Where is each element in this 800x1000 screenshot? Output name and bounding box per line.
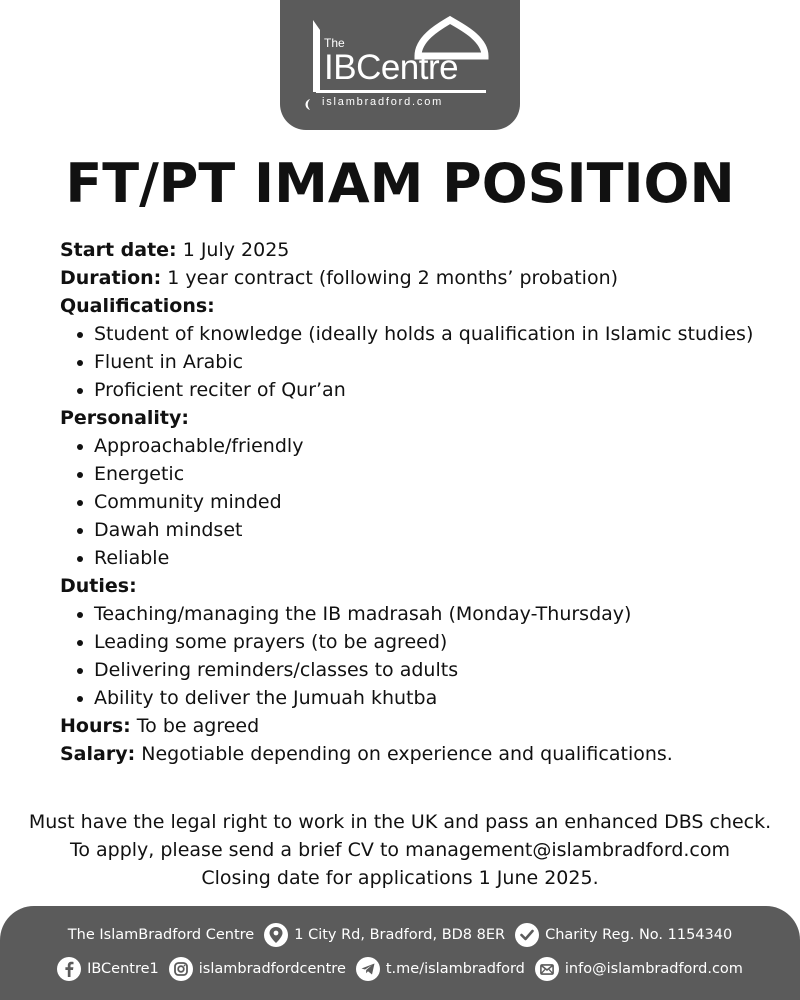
duration-row	[60, 264, 780, 292]
list-item: Dawah mindset	[60, 516, 780, 544]
mail-icon	[535, 957, 559, 981]
address-text: 1 City Rd, Bradford, BD8 8ER	[294, 927, 506, 943]
start-date-row	[60, 236, 780, 264]
instagram-icon	[169, 957, 193, 981]
personality-heading: Personality:	[60, 407, 189, 429]
duties-list	[60, 600, 780, 712]
right-to-work-note: Must have the legal right to work in the UK and pass an enhanced DBS check.	[28, 811, 772, 833]
duration-label: Duration:	[60, 267, 162, 289]
logo-url-text: islambradford.com	[322, 96, 444, 108]
personality-list	[60, 432, 780, 572]
list-item: Teaching/managing the IB madrasah (Monday-Thursday)	[60, 600, 780, 628]
duties-heading: Duties:	[60, 575, 137, 597]
list-item: Leading some prayers (to be agreed)	[60, 628, 780, 656]
salary-row	[60, 740, 780, 768]
org-name: The IslamBradford Centre	[67, 927, 255, 943]
closing-date-note: Closing date for applications 1 June 2025.	[201, 867, 599, 889]
facebook-link[interactable]	[57, 957, 159, 981]
list-item: Ability to deliver the Jumuah khutba	[60, 684, 780, 712]
charity-item	[515, 923, 732, 947]
list-item: Proficient reciter of Qur’an	[60, 376, 780, 404]
contact-footer	[0, 906, 800, 1000]
email-address: info@islambradford.com	[564, 961, 743, 977]
list-item: Delivering reminders/classes to adults	[60, 656, 780, 684]
instagram-handle: islambradfordcentre	[198, 961, 346, 977]
salary-value: Negotiable depending on experience and qualifications.	[135, 743, 673, 765]
list-item: Community minded	[60, 488, 780, 516]
footer-row-bottom	[0, 957, 800, 981]
qualifications-heading: Qualifications:	[60, 295, 215, 317]
hours-value: To be agreed	[130, 715, 260, 737]
facebook-handle: IBCentre1	[87, 961, 159, 977]
address-item	[264, 923, 505, 947]
application-notes	[0, 808, 800, 892]
position-details	[60, 236, 780, 768]
hours-row	[60, 712, 780, 740]
list-item: Fluent in Arabic	[60, 348, 780, 376]
start-date-value: 1 July 2025	[176, 239, 290, 261]
charity-text: Charity Reg. No. 1154340	[545, 927, 733, 943]
logo-small-text: The	[324, 36, 345, 50]
instagram-link[interactable]	[169, 957, 346, 981]
email-link[interactable]	[535, 957, 743, 981]
telegram-icon	[356, 957, 380, 981]
duration-value: 1 year contract (following 2 months’ probation)	[161, 267, 619, 289]
list-item: Reliable	[60, 544, 780, 572]
page-title: FT/PT IMAM POSITION	[65, 152, 735, 215]
hours-label: Hours:	[60, 715, 131, 737]
list-item: Approachable/friendly	[60, 432, 780, 460]
start-date-label: Start date:	[60, 239, 177, 261]
salary-label: Salary:	[60, 743, 136, 765]
facebook-icon	[57, 957, 81, 981]
logo-banner	[280, 0, 520, 130]
location-pin-icon	[264, 923, 288, 947]
qualifications-list	[60, 320, 780, 404]
footer-row-top	[0, 923, 800, 947]
telegram-handle: t.me/islambradford	[385, 961, 525, 977]
list-item: Student of knowledge (ideally holds a qualification in Islamic studies)	[60, 320, 780, 348]
logo-main-text: IBCentre	[324, 48, 459, 87]
list-item: Energetic	[60, 460, 780, 488]
check-circle-icon	[515, 923, 539, 947]
apply-note: To apply, please send a brief CV to management@islambradford.com	[69, 839, 731, 861]
telegram-link[interactable]	[356, 957, 525, 981]
